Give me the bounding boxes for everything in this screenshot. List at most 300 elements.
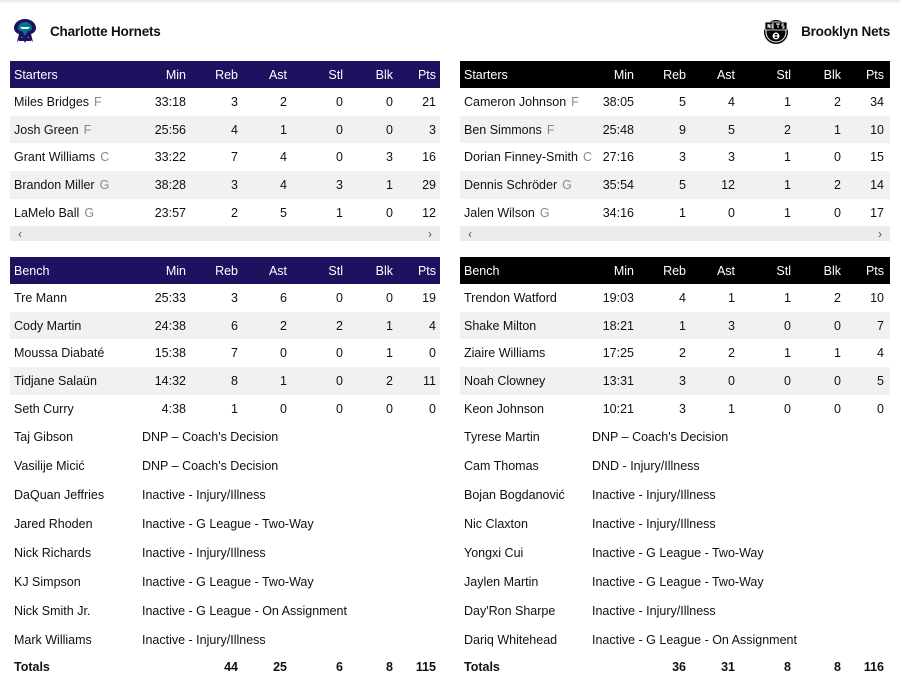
- stat-min: 18:21: [602, 318, 634, 333]
- stat-ast: 4: [728, 94, 735, 109]
- hornets-logo-icon: [10, 16, 40, 46]
- starters-table: [10, 61, 440, 241]
- starters-header: [460, 61, 890, 88]
- player-name-cell: [10, 95, 140, 109]
- player-name-link[interactable]: Yongxi Cui: [464, 545, 524, 560]
- stat-ast: 1: [280, 122, 287, 137]
- stat-reb: 1: [679, 318, 686, 333]
- stat-pts: 29: [422, 177, 436, 192]
- col-pts[interactable]: Pts: [865, 67, 884, 82]
- player-position: G: [84, 205, 95, 220]
- stat-reb: 3: [679, 373, 686, 388]
- stat-stl: 1: [784, 346, 791, 361]
- dnp-row: [460, 509, 890, 538]
- horizontal-scrollbar[interactable]: [10, 226, 440, 241]
- col-reb[interactable]: Reb: [215, 67, 238, 82]
- starters-rows: [10, 88, 440, 226]
- stat-ast: 3: [728, 150, 735, 165]
- dnp-row: [10, 480, 440, 509]
- stat-min: 23:57: [154, 205, 186, 220]
- stat-min: 25:33: [154, 290, 186, 305]
- starters-table: [460, 61, 890, 241]
- stat-pts: 4: [877, 346, 884, 361]
- stat-stl: 0: [784, 401, 791, 416]
- player-name-link[interactable]: Moussa Diabaté: [14, 346, 105, 361]
- stat-stl: 1: [336, 205, 343, 220]
- stat-blk: 0: [834, 205, 841, 220]
- stat-min: 25:56: [154, 122, 186, 137]
- player-name-link[interactable]: Ben Simmons: [464, 122, 542, 137]
- stat-pts: 10: [870, 122, 884, 137]
- stat-stl: 0: [336, 290, 343, 305]
- dnp-reason: Inactive - Injury/Illness: [592, 516, 716, 531]
- col-blk[interactable]: Blk: [823, 67, 841, 82]
- stat-blk: 0: [386, 122, 393, 137]
- stat-reb: 6: [231, 318, 238, 333]
- dnp-row: [460, 538, 890, 567]
- stat-ast: 2: [280, 318, 287, 333]
- player-row: [10, 395, 440, 423]
- col-min[interactable]: Min: [613, 67, 634, 82]
- stat-stl: 0: [336, 346, 343, 361]
- stat-pts: 34: [870, 94, 884, 109]
- stat-blk: 1: [834, 346, 841, 361]
- totals-ast: 31: [721, 660, 735, 675]
- stat-reb: 9: [679, 122, 686, 137]
- stat-ast: 0: [280, 401, 287, 416]
- player-name-cell: [460, 402, 588, 416]
- col-pts[interactable]: Pts: [417, 263, 436, 278]
- player-name-link[interactable]: Grant Williams: [14, 150, 96, 165]
- section-label: Starters: [14, 67, 58, 82]
- scroll-right-icon[interactable]: ›: [428, 226, 432, 241]
- stat-pts: 17: [870, 205, 884, 220]
- stat-stl: 3: [336, 177, 343, 192]
- stat-reb: 3: [231, 177, 238, 192]
- dnp-reason: DNP – Coach's Decision: [142, 429, 279, 444]
- stat-ast: 0: [280, 346, 287, 361]
- player-name-cell: [10, 319, 140, 333]
- player-name-cell: [10, 402, 140, 416]
- stat-blk: 0: [386, 290, 393, 305]
- stat-reb: 8: [231, 373, 238, 388]
- dnp-reason: Inactive - Injury/Illness: [142, 545, 266, 560]
- stat-min: 33:18: [154, 94, 186, 109]
- player-row: [10, 284, 440, 312]
- dnp-reason: Inactive - G League - On Assignment: [592, 632, 797, 647]
- dnp-row: [10, 451, 440, 480]
- bench-header: [460, 257, 890, 284]
- stat-min: 24:38: [154, 318, 186, 333]
- stat-blk: 1: [386, 177, 393, 192]
- player-position: F: [546, 122, 555, 137]
- stat-ast: 12: [721, 177, 735, 192]
- stat-stl: 0: [336, 373, 343, 388]
- dnp-reason: Inactive - Injury/Illness: [142, 487, 266, 502]
- player-row: [460, 284, 890, 312]
- player-name-link[interactable]: Mark Williams: [14, 632, 92, 647]
- player-name-cell: [460, 95, 588, 109]
- player-name-link[interactable]: Trendon Watford: [464, 290, 557, 305]
- player-row: [10, 116, 440, 144]
- col-pts[interactable]: Pts: [417, 67, 436, 82]
- player-name-cell: [460, 319, 588, 333]
- player-name-link[interactable]: Dariq Whitehead: [464, 632, 558, 647]
- col-ast[interactable]: Ast: [268, 263, 287, 278]
- player-position: F: [94, 94, 102, 109]
- stat-reb: 1: [679, 205, 686, 220]
- player-position: G: [99, 177, 110, 192]
- player-row: [460, 143, 890, 171]
- dnp-reason: Inactive - G League - Two-Way: [592, 545, 764, 560]
- horizontal-scrollbar[interactable]: [460, 226, 890, 241]
- stat-reb: 1: [231, 401, 238, 416]
- stat-reb: 4: [679, 290, 686, 305]
- stat-pts: 0: [877, 401, 884, 416]
- team-panel-nets: [460, 0, 890, 677]
- stat-pts: 5: [877, 373, 884, 388]
- dnp-reason: Inactive - Injury/Illness: [142, 632, 266, 647]
- stat-pts: 21: [422, 94, 436, 109]
- stat-blk: 0: [834, 150, 841, 165]
- stat-pts: 4: [429, 318, 436, 333]
- player-name-link[interactable]: Nick Smith Jr.: [14, 603, 91, 618]
- totals-stl: 8: [784, 660, 791, 675]
- player-position: F: [571, 94, 579, 109]
- player-row: [460, 339, 890, 367]
- stat-stl: 0: [784, 318, 791, 333]
- player-row: [460, 199, 890, 227]
- stat-pts: 19: [422, 290, 436, 305]
- player-name-link[interactable]: Day'Ron Sharpe: [464, 603, 556, 618]
- stat-min: 10:21: [602, 401, 634, 416]
- stat-ast: 5: [280, 205, 287, 220]
- totals-label: Totals: [464, 660, 500, 675]
- stat-ast: 1: [728, 401, 735, 416]
- stat-pts: 11: [423, 373, 436, 388]
- stat-min: 27:16: [602, 150, 634, 165]
- dnp-row: [10, 538, 440, 567]
- dnp-reason: Inactive - Injury/Illness: [592, 603, 716, 618]
- stat-stl: 1: [784, 177, 791, 192]
- col-ast[interactable]: Ast: [716, 67, 735, 82]
- scroll-left-icon[interactable]: ‹: [18, 226, 22, 241]
- stat-reb: 5: [679, 177, 686, 192]
- stat-pts: 0: [429, 401, 436, 416]
- stat-reb: 4: [231, 122, 238, 137]
- totals-stl: 6: [336, 660, 343, 675]
- player-position: G: [539, 205, 550, 220]
- stat-pts: 16: [422, 150, 436, 165]
- player-name-link[interactable]: Taj Gibson: [14, 429, 74, 444]
- dnp-reason: DNP – Coach's Decision: [142, 458, 279, 473]
- dnp-reason: Inactive - G League - Two-Way: [142, 516, 314, 531]
- stat-ast: 4: [280, 150, 287, 165]
- player-name-link[interactable]: Dennis Schröder: [464, 177, 558, 192]
- player-name-link[interactable]: KJ Simpson: [14, 574, 81, 589]
- stat-min: 14:32: [154, 373, 186, 388]
- player-name-cell: [10, 123, 140, 137]
- totals-row: [10, 654, 440, 677]
- dnp-row: [460, 596, 890, 625]
- col-blk[interactable]: Blk: [823, 263, 841, 278]
- player-name-link[interactable]: Bojan Bogdanović: [464, 487, 565, 502]
- bench-header: [10, 257, 440, 284]
- stat-stl: 0: [336, 401, 343, 416]
- player-name-cell: [460, 291, 588, 305]
- scroll-right-icon[interactable]: ›: [878, 226, 882, 241]
- player-name-link[interactable]: Cody Martin: [14, 318, 82, 333]
- player-row: [10, 339, 440, 367]
- dnp-row: [10, 625, 440, 654]
- stat-min: 38:28: [154, 177, 186, 192]
- totals-blk: 8: [834, 660, 841, 675]
- player-name-link[interactable]: Ziaire Williams: [464, 346, 546, 361]
- stat-ast: 1: [280, 373, 287, 388]
- player-row: [10, 312, 440, 340]
- stat-blk: 2: [386, 373, 393, 388]
- player-name-link[interactable]: Shake Milton: [464, 318, 537, 333]
- col-reb[interactable]: Reb: [215, 263, 238, 278]
- player-name-cell: [460, 123, 588, 137]
- stat-pts: 14: [870, 177, 884, 192]
- player-row: [10, 171, 440, 199]
- nets-logo-icon: [761, 16, 791, 46]
- col-pts[interactable]: Pts: [865, 263, 884, 278]
- stat-ast: 5: [728, 122, 735, 137]
- dnp-row: [460, 451, 890, 480]
- player-name-link[interactable]: Jaylen Martin: [464, 574, 539, 589]
- stat-pts: 3: [429, 122, 436, 137]
- stat-ast: 1: [728, 290, 735, 305]
- col-min[interactable]: Min: [165, 67, 186, 82]
- player-name-link[interactable]: DaQuan Jeffries: [14, 487, 105, 502]
- bench-rows: [460, 284, 890, 422]
- stat-ast: 3: [728, 318, 735, 333]
- stat-blk: 2: [834, 290, 841, 305]
- dnp-reason: Inactive - G League - Two-Way: [142, 574, 314, 589]
- dnp-row: [460, 567, 890, 596]
- stat-reb: 7: [231, 346, 238, 361]
- dnp-list: [10, 422, 440, 654]
- stat-min: 35:54: [602, 177, 634, 192]
- stat-min: 15:38: [154, 346, 186, 361]
- dnp-reason: DND - Injury/Illness: [592, 458, 700, 473]
- player-row: [460, 116, 890, 144]
- stat-reb: 7: [231, 150, 238, 165]
- stat-min: 25:48: [602, 122, 634, 137]
- stat-stl: 1: [784, 150, 791, 165]
- bench-table: [460, 257, 890, 677]
- player-name-link[interactable]: Jalen Wilson: [464, 205, 535, 220]
- totals-label: Totals: [14, 660, 50, 675]
- dnp-reason: Inactive - Injury/Illness: [592, 487, 716, 502]
- totals-pts: 115: [415, 660, 436, 675]
- col-ast[interactable]: Ast: [716, 263, 735, 278]
- bench-table: [10, 257, 440, 677]
- player-name-link[interactable]: LaMelo Ball: [14, 205, 80, 220]
- dnp-row: [10, 422, 440, 451]
- stat-stl: 1: [784, 205, 791, 220]
- team-panel-hornets: [10, 0, 440, 677]
- player-name-link[interactable]: Noah Clowney: [464, 373, 546, 388]
- stat-stl: 1: [784, 94, 791, 109]
- stat-min: 33:22: [154, 150, 186, 165]
- stat-stl: 0: [336, 150, 343, 165]
- stat-min: 17:25: [602, 346, 634, 361]
- col-stl[interactable]: Stl: [328, 263, 343, 278]
- totals-pts: 116: [863, 660, 884, 675]
- stat-blk: 3: [386, 150, 393, 165]
- dnp-row: [460, 480, 890, 509]
- stat-reb: 2: [231, 205, 238, 220]
- player-row: [460, 395, 890, 423]
- stat-stl: 1: [784, 290, 791, 305]
- stat-reb: 2: [679, 346, 686, 361]
- stat-blk: 0: [386, 94, 393, 109]
- stat-min: 13:31: [602, 373, 634, 388]
- col-ast[interactable]: Ast: [268, 67, 287, 82]
- team-header-nets: [761, 14, 890, 48]
- player-name-link[interactable]: Cam Thomas: [464, 458, 539, 473]
- scroll-left-icon[interactable]: ‹: [468, 226, 472, 241]
- player-row: [460, 171, 890, 199]
- dnp-reason: DNP – Coach's Decision: [592, 429, 729, 444]
- stat-ast: 4: [280, 177, 287, 192]
- stat-ast: 2: [280, 94, 287, 109]
- player-name-cell: [10, 291, 140, 305]
- col-stl[interactable]: Stl: [776, 263, 791, 278]
- col-blk[interactable]: Blk: [375, 67, 393, 82]
- stat-blk: 0: [834, 373, 841, 388]
- stat-blk: 0: [834, 401, 841, 416]
- starters-header: [10, 61, 440, 88]
- stat-reb: 3: [679, 150, 686, 165]
- stat-min: 4:38: [161, 401, 186, 416]
- col-reb[interactable]: Reb: [663, 263, 686, 278]
- stat-stl: 0: [336, 94, 343, 109]
- stat-blk: 0: [834, 318, 841, 333]
- dnp-reason: Inactive - G League - Two-Way: [592, 574, 764, 589]
- dnp-row: [460, 625, 890, 654]
- totals-reb: 44: [224, 660, 238, 675]
- player-name-link[interactable]: Nic Claxton: [464, 516, 528, 531]
- team-name[interactable]: Charlotte Hornets: [50, 23, 161, 39]
- totals-row: [460, 654, 890, 677]
- player-row: [10, 88, 440, 116]
- col-blk[interactable]: Blk: [375, 263, 393, 278]
- col-reb[interactable]: Reb: [663, 67, 686, 82]
- totals-reb: 36: [672, 660, 686, 675]
- section-label: Bench: [14, 263, 50, 278]
- stat-reb: 3: [231, 94, 238, 109]
- player-name-link[interactable]: Josh Green: [14, 122, 79, 137]
- player-name-link[interactable]: Keon Johnson: [464, 401, 544, 416]
- player-name-link[interactable]: Brandon Miller: [14, 177, 95, 192]
- player-name-link[interactable]: Vasilije Micić: [14, 458, 85, 473]
- col-min[interactable]: Min: [165, 263, 186, 278]
- stat-blk: 0: [386, 401, 393, 416]
- player-position: G: [562, 177, 572, 192]
- player-name-link[interactable]: Jared Rhoden: [14, 516, 93, 531]
- player-name-cell: [460, 346, 588, 360]
- stat-blk: 1: [386, 318, 393, 333]
- stat-reb: 5: [679, 94, 686, 109]
- player-position: C: [582, 150, 592, 165]
- player-name-link[interactable]: Seth Curry: [14, 401, 74, 416]
- bench-rows: [10, 284, 440, 422]
- stat-stl: 2: [336, 318, 343, 333]
- section-label: Bench: [464, 263, 500, 278]
- stat-pts: 15: [870, 150, 884, 165]
- player-row: [10, 367, 440, 395]
- player-row: [10, 143, 440, 171]
- totals-blk: 8: [386, 660, 393, 675]
- stat-pts: 12: [422, 205, 436, 220]
- player-row: [460, 367, 890, 395]
- stat-reb: 3: [679, 401, 686, 416]
- player-row: [10, 199, 440, 227]
- player-name-link[interactable]: Tre Mann: [14, 290, 68, 305]
- player-name-cell: [10, 206, 140, 220]
- stat-ast: 0: [728, 373, 735, 388]
- dnp-row: [10, 567, 440, 596]
- player-name-cell: [10, 150, 140, 164]
- player-position: C: [100, 150, 110, 165]
- stat-blk: 0: [386, 205, 393, 220]
- stat-pts: 0: [429, 346, 436, 361]
- player-name-cell: [10, 346, 140, 360]
- player-name-link[interactable]: Miles Bridges: [14, 94, 90, 109]
- dnp-row: [10, 596, 440, 625]
- player-name-cell: [460, 206, 588, 220]
- starters-rows: [460, 88, 890, 226]
- stat-pts: 10: [870, 290, 884, 305]
- totals-ast: 25: [273, 660, 287, 675]
- team-name[interactable]: Brooklyn Nets: [801, 23, 890, 39]
- player-name-link[interactable]: Dorian Finney-Smith: [464, 150, 578, 165]
- player-name-link[interactable]: Tidjane Salaün: [14, 373, 97, 388]
- stat-min: 38:05: [602, 94, 634, 109]
- stat-ast: 6: [280, 290, 287, 305]
- dnp-reason: Inactive - G League - On Assignment: [142, 603, 347, 618]
- stat-min: 19:03: [602, 290, 634, 305]
- player-name-cell: [460, 374, 588, 388]
- player-name-link[interactable]: Cameron Johnson: [464, 94, 567, 109]
- dnp-row: [10, 509, 440, 538]
- stat-stl: 0: [336, 122, 343, 137]
- section-label: Starters: [464, 67, 508, 82]
- player-name-cell: [10, 374, 140, 388]
- player-name-link[interactable]: Nick Richards: [14, 545, 92, 560]
- team-header-hornets: [10, 14, 161, 48]
- player-row: [460, 88, 890, 116]
- player-name-link[interactable]: Tyrese Martin: [464, 429, 540, 444]
- dnp-row: [460, 422, 890, 451]
- stat-blk: 2: [834, 94, 841, 109]
- stat-reb: 3: [231, 290, 238, 305]
- col-stl[interactable]: Stl: [328, 67, 343, 82]
- player-name-cell: [460, 178, 588, 192]
- col-min[interactable]: Min: [613, 263, 634, 278]
- stat-min: 34:16: [602, 205, 634, 220]
- dnp-list: [460, 422, 890, 654]
- stat-ast: 2: [728, 346, 735, 361]
- stat-blk: 2: [834, 177, 841, 192]
- stat-stl: 2: [784, 122, 791, 137]
- col-stl[interactable]: Stl: [776, 67, 791, 82]
- stat-blk: 1: [386, 346, 393, 361]
